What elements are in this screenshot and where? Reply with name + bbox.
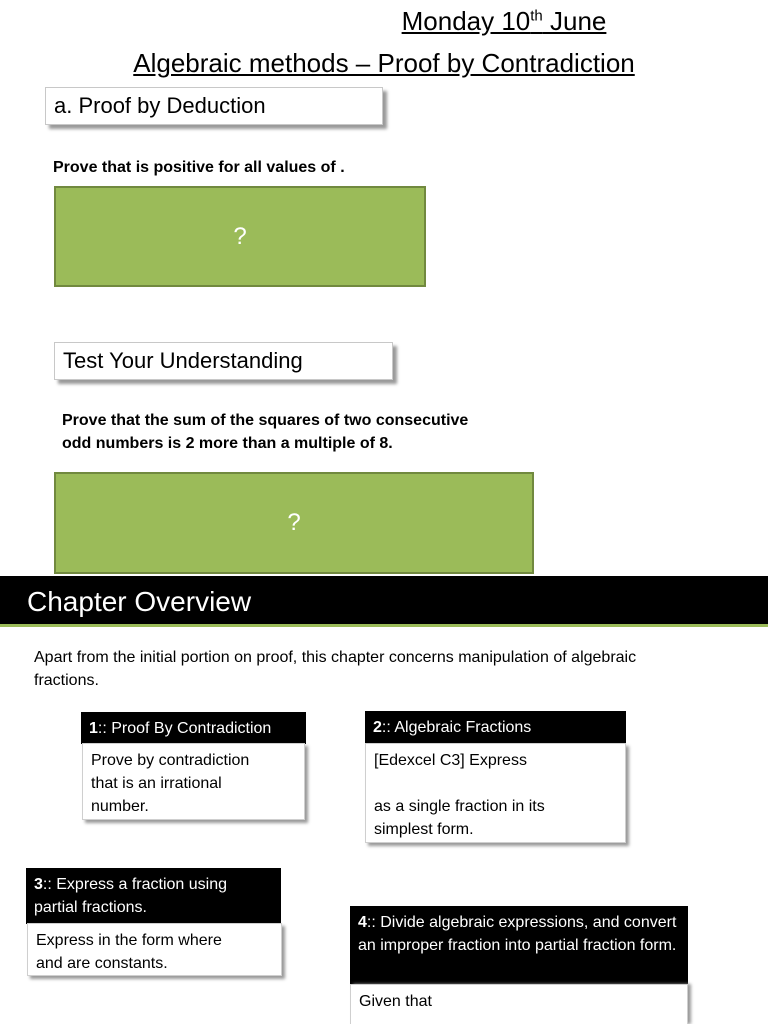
- section-label-test-your-understanding: Test Your Understanding: [54, 342, 393, 380]
- answer-placeholder: ?: [233, 222, 247, 250]
- card-number: 1: [89, 720, 98, 737]
- card-body-line: and are constants.: [36, 955, 168, 972]
- answer-reveal-box-tyu[interactable]: [54, 472, 534, 574]
- card-1-header: [81, 712, 306, 744]
- section-label-proof-by-deduction: a. Proof by Deduction: [45, 87, 383, 125]
- card-2-header: [365, 711, 626, 744]
- heading-underline: [0, 624, 768, 627]
- card-number: 4: [358, 914, 367, 931]
- card-title: :: Algebraic Fractions: [381, 719, 532, 736]
- card-title: :: Proof By Contradiction: [97, 720, 272, 737]
- question-tyu-line: Prove that the sum of the squares of two consecutive: [62, 412, 469, 429]
- card-body-line: Given that: [359, 993, 432, 1010]
- question-a: Prove that is positive for all values of .: [53, 159, 345, 176]
- lesson-title: Algebraic methods – Proof by Contradiction: [133, 48, 635, 78]
- card-3-body: [27, 923, 282, 976]
- card-2-body: [365, 743, 626, 843]
- chapter-intro: Apart from the initial portion on proof, this chapter concerns manipulation of algebraic fractions.: [34, 649, 637, 689]
- card-number: 2: [373, 719, 382, 736]
- question-tyu-line: odd numbers is 2 more than a multiple of 8.: [62, 435, 393, 452]
- answer-placeholder: ?: [287, 509, 301, 536]
- card-3-header: [26, 868, 281, 924]
- card-body-line: simplest form.: [374, 821, 474, 838]
- card-title: :: Divide algebraic expressions, and convert an improper fraction into partial fraction form.: [358, 914, 677, 954]
- card-body-line: number.: [91, 798, 149, 815]
- chapter-overview-heading: Chapter Overview: [0, 576, 768, 624]
- card-1-body: [82, 743, 305, 820]
- card-4-header: [350, 906, 688, 984]
- card-number: 3: [34, 876, 43, 893]
- card-title: :: Express a fraction using partial fractions.: [34, 876, 227, 916]
- card-body-line: [Edexcel C3] Express: [374, 752, 527, 769]
- card-body-line: as a single fraction in its: [374, 798, 545, 815]
- answer-reveal-box-a[interactable]: [54, 186, 426, 287]
- card-body-line: [374, 772, 617, 795]
- card-body-line: that is an irrational: [91, 775, 222, 792]
- question-tyu: [62, 409, 582, 455]
- date-heading: Monday 10th June: [401, 6, 607, 36]
- card-body-line: Prove by contradiction: [91, 752, 250, 769]
- card-4-body: [350, 984, 688, 1024]
- card-body-line: Express in the form where: [36, 932, 222, 949]
